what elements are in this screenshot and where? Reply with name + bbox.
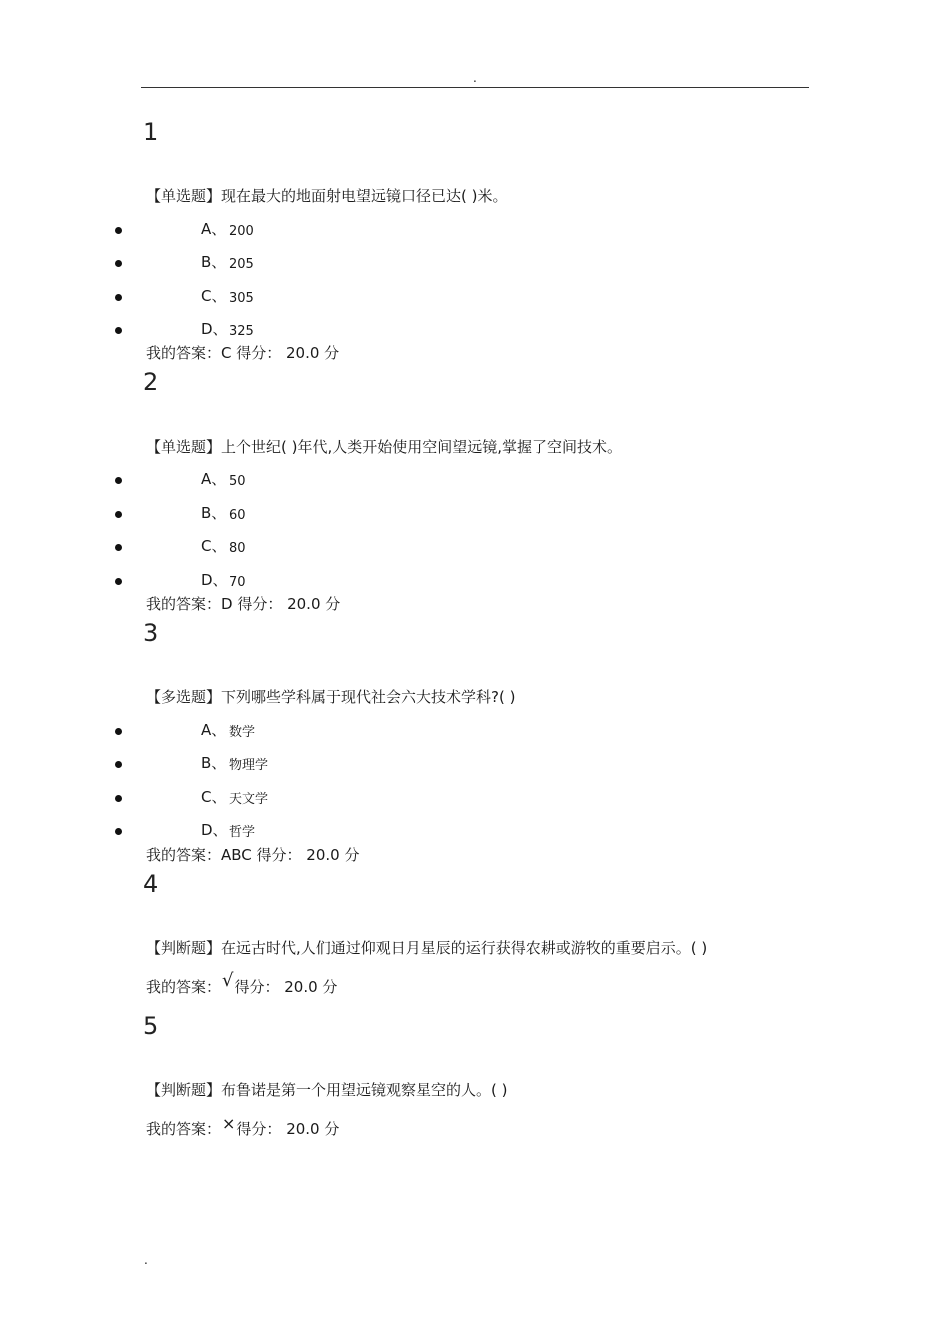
option-text: 天文学 [229, 792, 269, 807]
option-letter: D、 [201, 821, 228, 839]
option-letter: B、 [201, 754, 227, 772]
question-number: 3 [143, 619, 159, 647]
option-item [0, 222, 400, 244]
option-letter: C、 [201, 287, 227, 305]
option-item [0, 723, 400, 745]
my-answer: 我的答案：ABC 得分： 20.0 分 [146, 846, 360, 864]
question-number: 4 [143, 870, 159, 898]
bullet [115, 828, 122, 835]
option-item [0, 539, 400, 561]
question-stem: 【多选题】下列哪些学科属于现代社会六大技术学科?( ) [146, 688, 516, 706]
bullet [115, 728, 122, 735]
bullet [115, 327, 122, 334]
option-text: 哲学 [229, 825, 256, 840]
bullet [115, 795, 122, 802]
option-letter: B、 [201, 504, 227, 522]
option-text: 物理学 [229, 758, 269, 773]
option-text: 325 [229, 324, 254, 339]
bullet [115, 511, 122, 518]
option-letter: B、 [201, 253, 227, 271]
my-answer: 我的答案：C 得分： 20.0 分 [146, 344, 340, 362]
option-letter: D、 [201, 320, 228, 338]
cross-mark-icon: × [222, 1114, 236, 1133]
bullet [115, 544, 122, 551]
option-letter: C、 [201, 788, 227, 806]
option-item [0, 756, 400, 778]
option-text: 205 [229, 257, 254, 272]
question-stem: 【判断题】布鲁诺是第一个用望远镜观察星空的人。( ) [146, 1081, 508, 1099]
option-text: 50 [229, 474, 246, 489]
question-stem: 【单选题】现在最大的地面射电望远镜口径已达( )米。 [146, 187, 508, 205]
bullet [115, 477, 122, 484]
option-text: 80 [229, 541, 246, 556]
option-text: 70 [229, 575, 246, 590]
bullet [115, 761, 122, 768]
bullet [115, 294, 122, 301]
option-item [0, 322, 400, 344]
option-item [0, 506, 400, 528]
option-text: 60 [229, 508, 246, 523]
my-answer [146, 1114, 340, 1139]
answer-score: 得分： 20.0 分 [234, 978, 338, 996]
my-answer: 我的答案：D 得分： 20.0 分 [146, 595, 341, 613]
option-item [0, 790, 400, 812]
header-dot: . [473, 71, 477, 85]
option-item [0, 289, 400, 311]
footer-dot: . [144, 1253, 148, 1267]
bullet [115, 578, 122, 585]
question-stem: 【判断题】在远古时代,人们通过仰观日月星辰的运行获得农耕或游牧的重要启示。( ) [146, 939, 708, 957]
option-letter: C、 [201, 537, 227, 555]
header-rule [141, 87, 809, 88]
option-item [0, 573, 400, 595]
question-number: 5 [143, 1012, 159, 1040]
option-item [0, 823, 400, 845]
bullet [115, 227, 122, 234]
question-number: 2 [143, 368, 159, 396]
bullet [115, 260, 122, 267]
option-letter: A、 [201, 220, 227, 238]
question-stem: 【单选题】上个世纪( )年代,人类开始使用空间望远镜,掌握了空间技术。 [146, 438, 623, 456]
answer-prefix: 我的答案： [146, 1120, 222, 1138]
check-mark-icon: √ [222, 970, 234, 991]
option-text: 数学 [229, 725, 256, 740]
answer-prefix: 我的答案： [146, 978, 222, 996]
option-text: 305 [229, 291, 254, 306]
option-item [0, 255, 400, 277]
option-text: 200 [229, 224, 254, 239]
option-letter: D、 [201, 571, 228, 589]
my-answer [146, 970, 338, 997]
answer-score: 得分： 20.0 分 [236, 1120, 340, 1138]
question-number: 1 [143, 118, 159, 146]
option-letter: A、 [201, 721, 227, 739]
option-item [0, 472, 400, 494]
option-letter: A、 [201, 470, 227, 488]
